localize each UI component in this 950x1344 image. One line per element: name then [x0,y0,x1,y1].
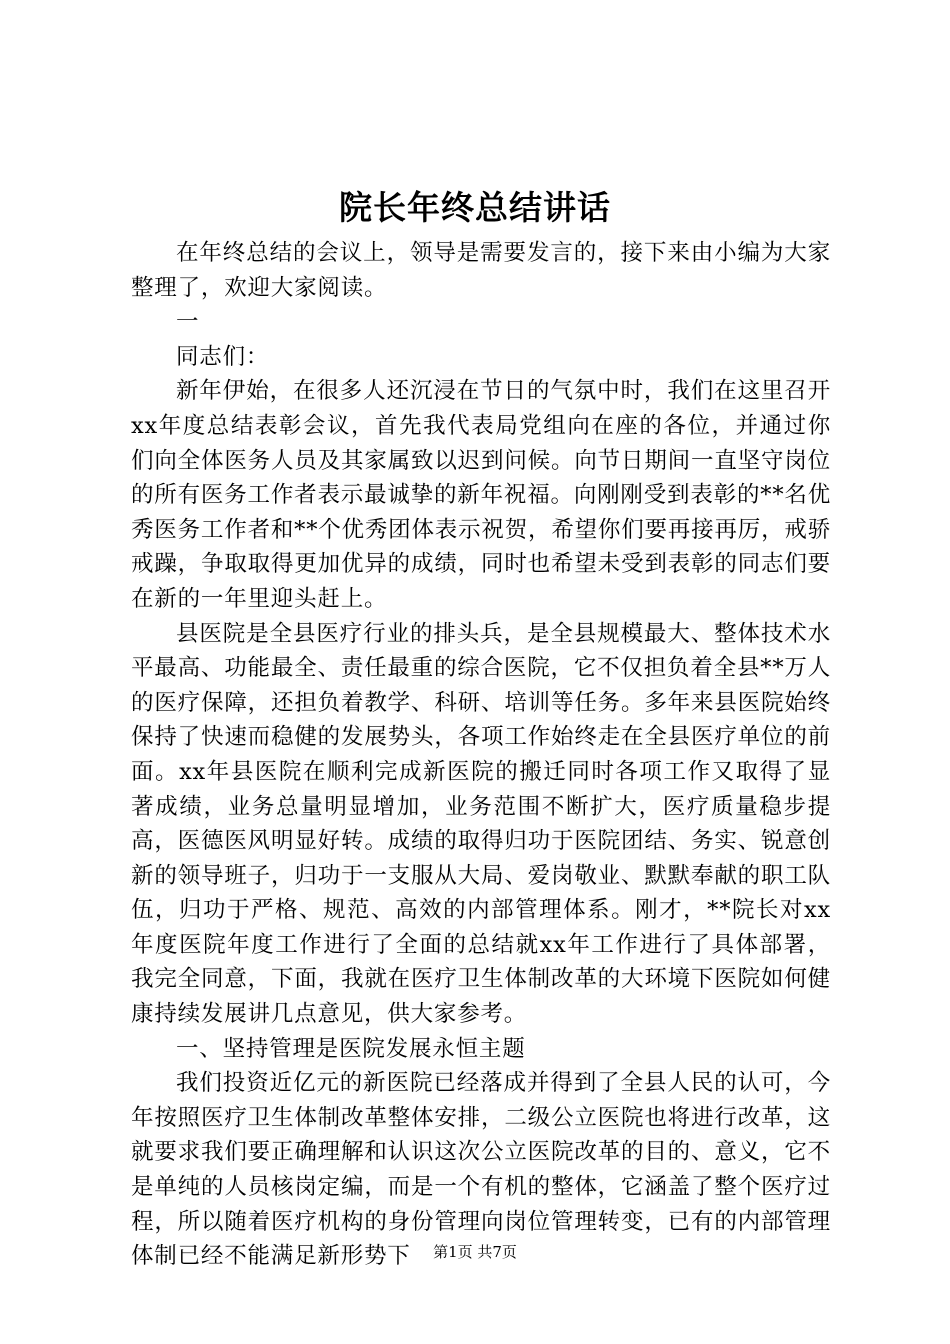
body-paragraph: 我们投资近亿元的新医院已经落成并得到了全县人民的认可，今年按照医疗卫生体制改革整体安排，二级公立医院也将进行改革，这就要求我们要正确理解和认识这次公立医院改革的目的、意义，它不是单纯的人员核岗定编，而是一个有机的整体，它涵盖了整个医疗过程，所以随着医疗机构的身份管理向岗位管理转变，已有的内部管理体制已经不能满足新形势下 [131,1070,831,1270]
page-footer: 第1页 共7页 [433,1243,517,1261]
intro-paragraph: 在年终总结的会议上，领导是需要发言的，接下来由小编为大家整理了，欢迎大家阅读。 [131,240,831,301]
document-title: 院长年终总结讲话 [339,188,611,227]
section-heading: 一、坚持管理是医院发展永恒主题 [176,1035,526,1062]
salutation: 同志们： [176,343,270,370]
body-paragraph: 新年伊始，在很多人还沉浸在节日的气氛中时，我们在这里召开xx年度总结表彰会议，首先我代表局党组向在座的各位，并通过你们向全体医务人员及其家属致以迟到问候。向节日期间一直坚守岗位的所有医务工作者表示最诚挚的新年祝福。向刚刚受到表彰的**名优秀医务工作者和**个优秀团体表示祝贺，希望你们要再接再厉，戒骄戒躁，争取取得更加优异的成绩，同时也希望未受到表彰的同志们要在新的一年里迎头赶上。 [131,378,831,612]
body-paragraph: 县医院是全县医疗行业的排头兵，是全县规模最大、整体技术水平最高、功能最全、责任最重的综合医院，它不仅担负着全县**万人的医疗保障，还担负着教学、科研、培训等任务。多年来县医院始终保持了快速而稳健的发展势头，各项工作始终走在全县医疗单位的前面。xx年县医院在顺利完成新医院的搬迁同时各项工作又取得了显著成绩，业务总量明显增加，业务范围不断扩大，医疗质量稳步提高，医德医风明显好转。成绩的取得归功于医院团结、务实、锐意创新的领导班子，归功于一支服从大局、爱岗敬业、默默奉献的职工队伍，归功于严格、规范、高效的内部管理体系。刚才，**院长对xx年度医院年度工作进行了全面的总结就xx年工作进行了具体部署，我完全同意，下面，我就在医疗卫生体制改革的大环境下医院如何健康持续发展讲几点意见，供大家参考。 [131,620,831,1028]
section-marker: 一 [176,309,200,336]
document-body [131,236,831,1274]
